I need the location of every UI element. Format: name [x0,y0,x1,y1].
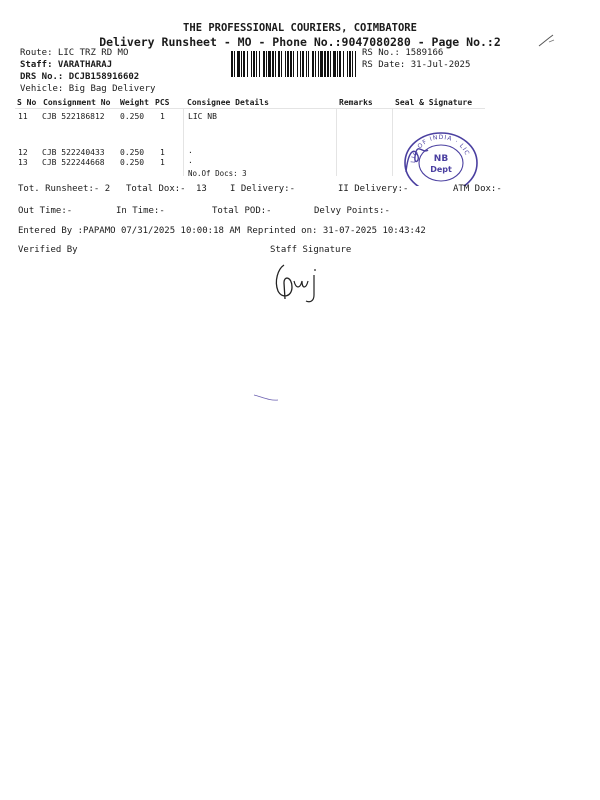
in-time-label: In Time:- [116,206,165,216]
barcode-bar [352,51,353,77]
reprinted-on: Reprinted on: 31-07-2025 10:43:42 [247,226,426,236]
barcode-bar [287,51,289,77]
rs-date: RS Date: 31-Jul-2025 [362,60,471,70]
barcode-bar [293,51,294,77]
barcode-bar [349,51,351,77]
company-name: THE PROFESSIONAL COURIERS, COIMBATORE [183,22,417,34]
table-row-consignee: . [188,146,193,155]
table-row-consignee: LIC NB [188,112,217,121]
table-row-sno: 13 [18,158,28,167]
barcode-bar [259,51,260,77]
table-row-weight: 0.250 [120,112,145,121]
barcode [231,51,358,77]
total-pod-label: Total POD:- [212,206,272,216]
col-header-sno: S No [17,98,37,107]
out-time-label: Out Time:- [18,206,73,216]
table-row-consignment: CJB 522244668 [42,158,105,167]
table-row-consignment: CJB 522186812 [42,112,105,121]
barcode-bar [302,51,304,77]
pen-mark-icon [252,392,280,404]
total-dox-value: 13 [196,184,207,194]
barcode-bar [315,51,316,77]
barcode-bar [297,51,298,77]
docs-count: No.Of Docs: 3 [188,169,247,178]
barcode-bar [306,51,307,77]
col-header-consignment: Consignment No [43,98,111,107]
barcode-bar [266,51,267,77]
table-divider [15,108,485,109]
entered-by: Entered By :PAPAMO 07/31/2025 10:00:18 AM [18,226,241,236]
barcode-bar [320,51,323,77]
barcode-bar [247,51,248,77]
barcode-bar [253,51,255,77]
table-row-sno: 11 [18,112,28,121]
table-divider [336,109,337,176]
barcode-bar [308,51,309,77]
table-divider [392,109,393,176]
vehicle-label: Vehicle: Big Bag Delivery [20,84,156,94]
barcode-bar [256,51,257,77]
staff-signature-drawing [270,259,330,305]
table-row-weight: 0.250 [120,158,145,167]
office-seal-stamp [402,132,480,186]
col-header-pcs: PCS [155,98,170,107]
barcode-bar [312,51,314,77]
atm-dox-label: ATM Dox:- [453,184,502,194]
stamp-inner-text: Dept [430,165,452,174]
barcode-bar [237,51,240,77]
route-label: Route: LIC TRZ RD MO [20,48,129,58]
barcode-bar [243,51,245,77]
stamp-ring-text: LIC OF INDIA · LIC [409,133,471,164]
barcode-bar [285,51,286,77]
barcode-bar [355,51,356,77]
table-row-pcs: 1 [160,158,165,167]
table-row-weight: 0.250 [120,148,145,157]
table-row-sno: 12 [18,148,28,157]
barcode-bar [339,51,341,77]
barcode-bar [234,51,235,77]
barcode-bar [275,51,276,77]
barcode-bar [318,51,319,77]
barcode-bar [281,51,282,77]
barcode-bar [263,51,265,77]
pen-mark-icon [537,32,557,48]
verified-by-label: Verified By [18,245,78,255]
table-row-pcs: 1 [160,112,165,121]
col-header-remarks: Remarks [339,98,373,107]
barcode-bar [251,51,252,77]
table-row-consignee: . [188,156,193,165]
barcode-bar [241,51,242,77]
barcode-bar [330,51,331,77]
col-header-consignee: Consignee Details [187,98,269,107]
total-dox-label: Total Dox:- [126,184,186,194]
barcode-bar [347,51,348,77]
barcode-bar [272,51,274,77]
runsheet-title: Delivery Runsheet - MO - Phone No.:9047080280 - Page No.:2 [99,35,501,49]
delvy-points-label: Delvy Points:- [314,206,390,216]
stamp-inner-text: NB [433,154,449,164]
table-row-consignment: CJB 522240433 [42,148,105,157]
barcode-bar [337,51,338,77]
i-delivery-label: I Delivery:- [230,184,296,194]
ii-delivery-label: II Delivery:- [338,184,409,194]
col-header-seal: Seal & Signature [395,98,473,107]
barcode-bar [343,51,344,77]
barcode-bar [278,51,280,77]
table-row-pcs: 1 [160,148,165,157]
barcode-bar [324,51,326,77]
total-runsheet: Tot. Runsheet:- 2 [18,184,111,194]
staff-label: Staff: VARATHARAJ [20,60,113,70]
barcode-bar [333,51,336,77]
barcode-bar [327,51,329,77]
barcode-bar [300,51,301,77]
table-divider [183,109,184,176]
staff-signature-label: Staff Signature [270,245,352,255]
drs-number: DRS No.: DCJB158916602 [20,72,140,82]
barcode-bar [268,51,271,77]
rs-number: RS No.: 1589166 [362,48,444,58]
barcode-bar [290,51,292,77]
col-header-weight: Weight [120,98,149,107]
barcode-bar [231,51,233,77]
